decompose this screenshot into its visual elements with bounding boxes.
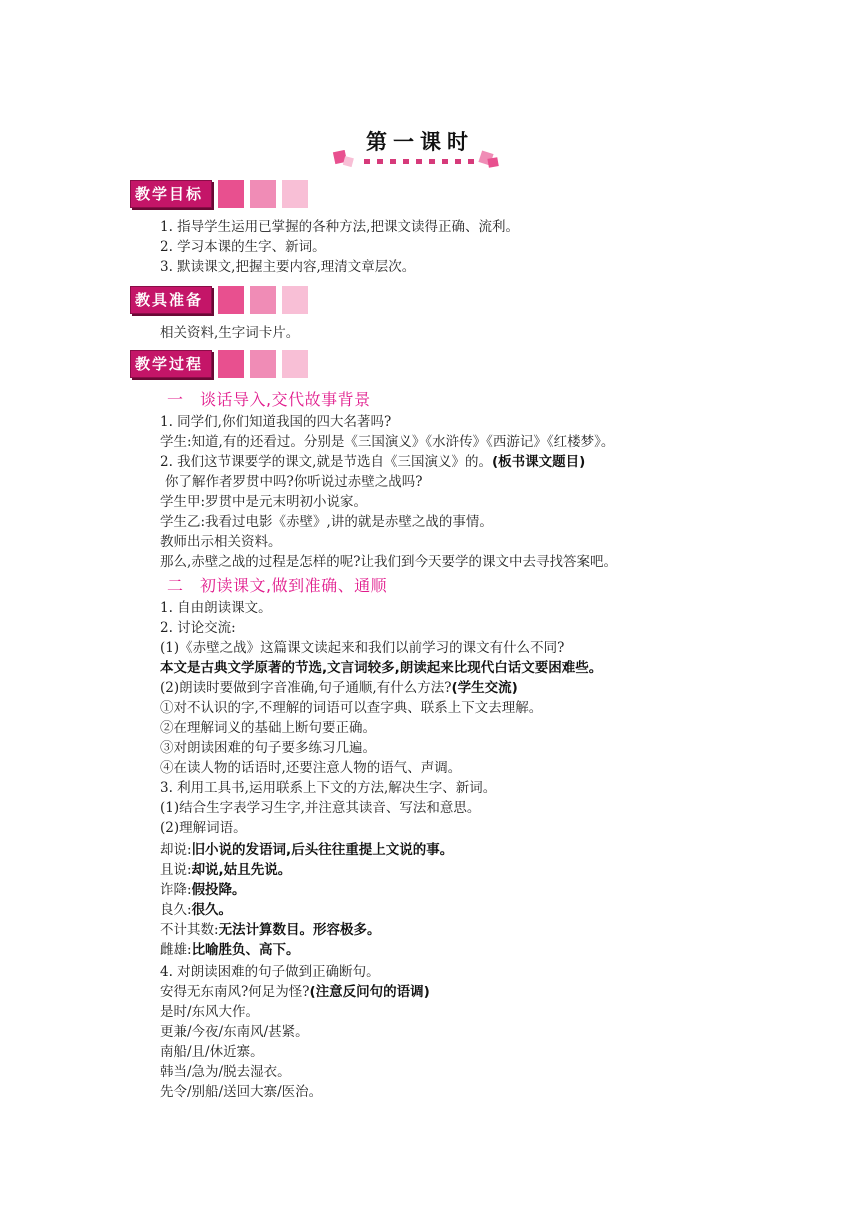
body-line: (1)结合生字表学习生字,并注意其读音、写法和意思。 — [160, 800, 481, 816]
note: (学生交流) — [451, 680, 518, 696]
word-term: 却说: — [160, 842, 192, 858]
word-term: 诈降: — [160, 882, 192, 898]
word-def: 假投降。 — [191, 882, 246, 898]
body-line: ①对不认识的字,不理解的词语可以查字典、联系上下文去理解。 — [160, 700, 543, 716]
board-note: (板书课文题目) — [491, 454, 586, 470]
sentence-line: 南船/且/休近寨。 — [160, 1044, 264, 1060]
goal-item: 1. 指导学生运用已掌握的各种方法,把课文读得正确、流利。 — [160, 219, 519, 235]
body-line: 学生甲:罗贯中是元末明初小说家。 — [160, 494, 368, 510]
word-def: 比喻胜负、高下。 — [191, 942, 300, 958]
word-definition — [160, 860, 291, 880]
deco-square — [218, 286, 244, 314]
body-line: (2)理解词语。 — [160, 820, 247, 836]
word-definition — [160, 880, 246, 900]
deco-square — [250, 350, 276, 378]
body-line: 1. 同学们,你们知道我国的四大名著吗? — [160, 414, 392, 430]
deco-square — [218, 350, 244, 378]
body-line: 2. 讨论交流: — [160, 620, 236, 636]
step-title: 二 初读课文,做到准确、通顺 — [167, 576, 388, 595]
goal-item: 3. 默读课文,把握主要内容,理清文章层次。 — [160, 259, 416, 275]
word-definition — [160, 840, 453, 860]
sentence-line: 更兼/今夜/东南风/甚紧。 — [160, 1024, 309, 1040]
word-term: 良久: — [160, 902, 192, 918]
body-line — [160, 982, 430, 1002]
body-line: 学生:知道,有的还看过。分别是《三国演义》《水浒传》《西游记》《红楼梦》。 — [160, 434, 615, 450]
body-text: 安得无东南风?何足为怪? — [160, 984, 310, 1000]
body-line: ③对朗读困难的句子要多练习几遍。 — [160, 740, 376, 756]
body-line — [160, 678, 518, 698]
word-definition — [160, 940, 300, 960]
word-def: 旧小说的发语词,后头往往重提上文说的事。 — [191, 842, 454, 858]
body-line: (1)《赤壁之战》这篇课文读起来和我们以前学习的课文有什么不同? — [160, 640, 565, 656]
answer-line: 本文是古典文学原著的节选,文言词较多,朗读起来比现代白话文要困难些。 — [160, 660, 603, 676]
section-label: 教具准备 — [130, 286, 212, 314]
title-decoration — [330, 150, 502, 168]
word-def: 却说,姑且先说。 — [191, 862, 292, 878]
body-line — [160, 452, 585, 472]
body-line: ④在读人物的话语时,还要注意人物的语气、声调。 — [160, 760, 462, 776]
word-def: 无法计算数目。形容极多。 — [218, 922, 381, 938]
note: (注意反问句的语调) — [309, 984, 430, 1000]
section-header-goals — [130, 180, 308, 208]
section-header-prep — [130, 286, 308, 314]
page-title: 第一课时 — [366, 130, 474, 154]
deco-square — [282, 350, 308, 378]
body-line: 你了解作者罗贯中吗?你听说过赤壁之战吗? — [165, 474, 423, 490]
body-line: ②在理解词义的基础上断句要正确。 — [160, 720, 376, 736]
body-line: 那么,赤壁之战的过程是怎样的呢?让我们到今天要学的课文中去寻找答案吧。 — [160, 554, 618, 570]
deco-square — [250, 180, 276, 208]
section-header-process — [130, 350, 308, 378]
deco-square — [250, 286, 276, 314]
deco-square — [282, 286, 308, 314]
word-definition — [160, 920, 381, 940]
goal-item: 2. 学习本课的生字、新词。 — [160, 239, 326, 255]
section-label: 教学过程 — [130, 350, 212, 378]
sentence-line: 韩当/急为/脱去湿衣。 — [160, 1064, 291, 1080]
sentence-line: 是时/东风大作。 — [160, 1004, 260, 1020]
body-line: 教师出示相关资料。 — [160, 534, 282, 550]
deco-square — [282, 180, 308, 208]
word-term: 不计其数: — [160, 922, 219, 938]
sentence-line: 先令/别船/送回大寨/医治。 — [160, 1084, 323, 1100]
word-def: 很久。 — [191, 902, 233, 918]
word-term: 且说: — [160, 862, 192, 878]
word-definition — [160, 900, 232, 920]
deco-square — [218, 180, 244, 208]
section-label: 教学目标 — [130, 180, 212, 208]
prep-text: 相关资料,生字词卡片。 — [160, 325, 300, 341]
body-line: 学生乙:我看过电影《赤壁》,讲的就是赤壁之战的事情。 — [160, 514, 493, 530]
word-term: 雌雄: — [160, 942, 192, 958]
body-line: 3. 利用工具书,运用联系上下文的方法,解决生字、新词。 — [160, 780, 497, 796]
step-title: 一 谈话导入,交代故事背景 — [167, 390, 371, 409]
body-text: 2. 我们这节课要学的课文,就是节选自《三国演义》的。 — [160, 454, 492, 470]
body-line: 4. 对朗读困难的句子做到正确断句。 — [160, 964, 380, 980]
body-text: (2)朗读时要做到字音准确,句子通顺,有什么方法? — [160, 680, 452, 696]
body-line: 1. 自由朗读课文。 — [160, 600, 272, 616]
